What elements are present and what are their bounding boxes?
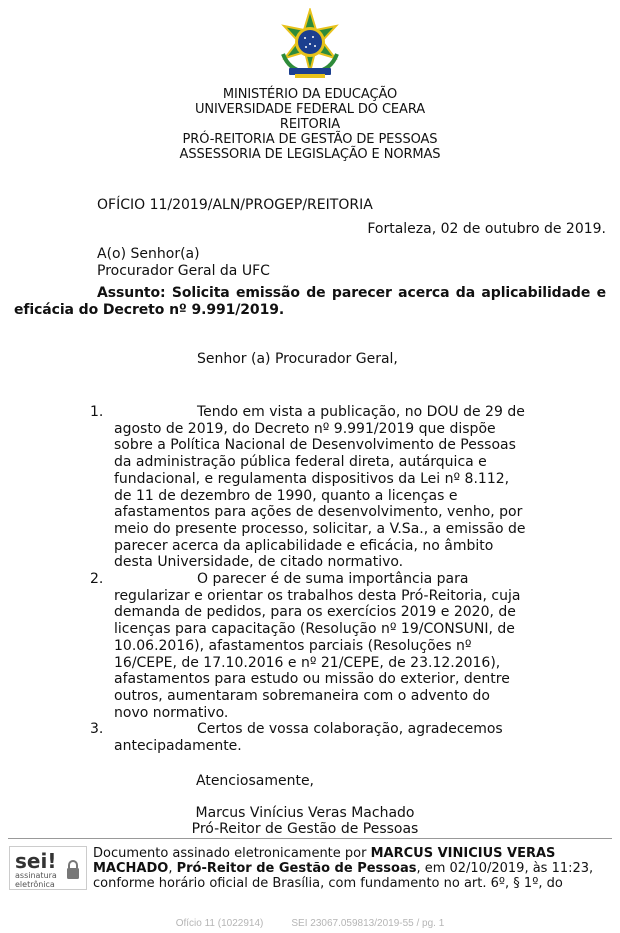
footer-divider — [8, 838, 612, 839]
electronic-signature-note — [93, 846, 609, 894]
note-signer: MARCUS VINICIUS VERAS MACHADO — [93, 846, 556, 876]
subject-line: Assunto: Solicita emissão de parecer acerca da aplicabilidade e — [97, 285, 606, 301]
header-line: PRÓ-REITORIA DE GESTÃO DE PESSOAS — [182, 132, 438, 147]
numbered-items — [88, 404, 528, 755]
item-number: 2. — [90, 571, 104, 588]
header-line: ASSESSORIA DE LEGISLAÇÃO E NORMAS — [179, 147, 441, 162]
note-suffix: , em 02/10/2019, às 11:23, conforme horário oficial de Brasília, com fundamento no art. 6º, § 1º, do — [93, 861, 594, 891]
addressee-line: Procurador Geral da UFC — [97, 263, 270, 279]
page-info — [0, 915, 620, 932]
document-date: Fortaleza, 02 de outubro de 2019. — [367, 221, 606, 237]
list-item — [88, 571, 528, 721]
oficio-number: OFÍCIO 11/2019/ALN/PROGEP/REITORIA — [97, 197, 373, 213]
item-number: 3. — [90, 721, 104, 738]
subject-line: eficácia do Decreto nº 9.991/2019. — [14, 302, 285, 318]
svg-text:sei!: sei! — [15, 849, 57, 873]
crest-globe — [298, 30, 322, 54]
svg-text:eletrônica: eletrônica — [15, 880, 55, 889]
sei-signature-logo — [9, 846, 87, 890]
header-line: MINISTÉRIO DA EDUCAÇÃO — [222, 87, 398, 102]
salutation: Senhor (a) Procurador Geral, — [197, 351, 398, 367]
item-number: 1. — [90, 404, 104, 420]
header-line: REITORIA — [279, 117, 341, 132]
note-prefix: Documento assinado eletronicamente por — [93, 846, 371, 861]
svg-text:assinatura: assinatura — [15, 871, 57, 880]
item-text: Tendo em vista a publicação, no DOU de 29 de agosto de 2019, do Decreto nº 9.991/2019 que dispõe sobre a Política Nacional de Desenvolvimento de Pessoas da administração pública federal direta, autárquica e fundacional, e regulamenta dispositivos da Lei nº 8.112, de 11 de dezembro de 1990, quanto a licenças e afastamentos para ações de desenvolvimento, venho, por meio do presente processo, solicitar, a V.Sa., a emissão de parecer acerca da aplicabilidade e eficácia, no âmbito desta Universidade, de citado normativo. — [114, 404, 526, 571]
header-line: UNIVERSIDADE FEDERAL DO CEARA — [194, 102, 426, 117]
subject-block — [14, 285, 606, 319]
note-sep: , — [168, 861, 177, 876]
sei-reference: SEI 23067.059813/2019-55 / pg. 1 — [291, 918, 445, 929]
note-role: Pró-Reitor de Gestão de Pessoas — [176, 861, 417, 876]
item-text: O parecer é de suma importância para regularizar e orientar os trabalhos desta Pró-Reitoria, cuja demanda de pedidos, para os exercícios 2019 e 2020, de licenças para capacitação (Resolução nº 19/CONSUNI, de 10.06.2016), afastamentos parciais (Resoluções nº 16/CEPE, de 17.10.2016 e nº 21/CEPE, de 23.12.2016), afastamentos para estudo ou missão do exterior, dentre outros, aumentaram sobremaneira com o advento do novo normativo. — [114, 571, 521, 721]
addressee-block — [97, 246, 270, 280]
addressee-line: A(o) Senhor(a) — [97, 246, 200, 262]
list-item — [88, 721, 528, 754]
item-text: Certos de vossa colaboração, agradecemos antecipadamente. — [114, 721, 503, 755]
institution-header — [0, 87, 620, 162]
signature-block — [160, 805, 450, 837]
list-item — [88, 404, 528, 571]
signer-title: Pró-Reitor de Gestão de Pessoas — [191, 821, 419, 837]
closing: Atenciosamente, — [196, 773, 315, 789]
doc-reference: Ofício 11 (1022914) — [175, 918, 264, 929]
signer-name: Marcus Vinícius Veras Machado — [195, 805, 415, 821]
coat-of-arms-icon — [275, 8, 345, 80]
